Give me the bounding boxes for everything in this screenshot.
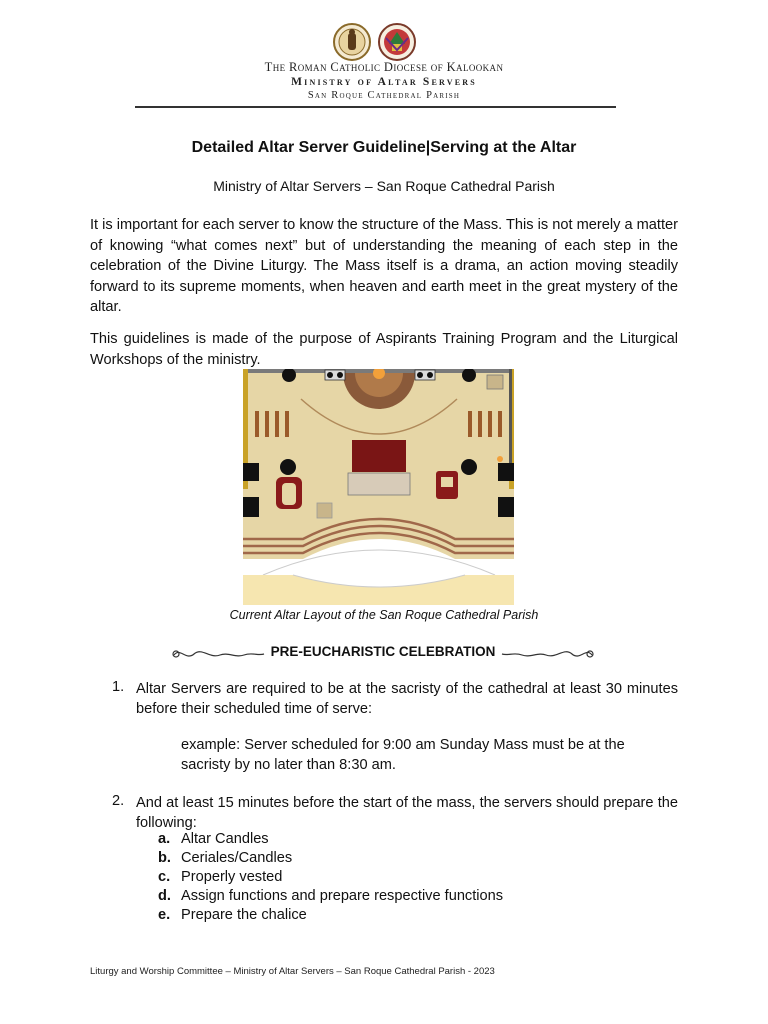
- page-subtitle: Ministry of Altar Servers – San Roque Cathedral Parish: [213, 178, 555, 194]
- diocese-name: The Roman Catholic Diocese of Kalookan: [264, 60, 504, 74]
- diocese-seal-icon: [334, 24, 370, 60]
- page-footer: Liturgy and Worship Committee – Ministry of Altar Servers – San Roque Cathedral Parish - 2023: [90, 966, 495, 977]
- list-item: Altar Servers are required to be at the sacristy of the cathedral at least 30 minutes before their scheduled time of serve:: [136, 681, 678, 717]
- sub-item: b. Ceriales/Candles: [158, 850, 293, 866]
- section-header: [170, 643, 596, 663]
- sub-item: c. Properly vested: [158, 869, 283, 885]
- list-number: 1.: [112, 679, 125, 695]
- list-item: And at least 15 minutes before the start of the mass, the servers should prepare the following:: [136, 795, 678, 831]
- intro-paragraph: It is important for each server to know the structure of the Mass. This is not merely a matter of knowing “what comes next” but of understanding the meaning of each step in the celebration of the Divine Liturgy. The Mass itself is a drama, an action moving steadily forward to its supreme moments, when heaven and earth meet in the great mystery of the altar.: [90, 217, 678, 315]
- ministry-name: Ministry of Altar Servers: [291, 76, 477, 88]
- list-number: 2.: [112, 793, 125, 809]
- sub-item: a. Altar Candles: [158, 831, 269, 847]
- sub-item: e. Prepare the chalice: [158, 907, 307, 923]
- list-example: example: Server scheduled for 9:00 am Sunday Mass must be at the sacristy by no later than 8:30 am.: [181, 737, 625, 773]
- altar-layout-image: [243, 369, 514, 605]
- sub-item: d. Assign functions and prepare respective functions: [158, 888, 504, 904]
- section-title: PRE-EUCHARISTIC CELEBRATION: [270, 644, 496, 659]
- right-flourish-icon: [500, 645, 596, 663]
- figure-caption: Current Altar Layout of the San Roque Cathedral Parish: [229, 608, 539, 622]
- parish-name: San Roque Cathedral Parish: [307, 90, 461, 101]
- diocese-seals: [0, 22, 768, 62]
- page-title: Detailed Altar Server Guideline|Serving at the Altar: [191, 139, 577, 156]
- purpose-paragraph: This guidelines is made of the purpose of Aspirants Training Program and the Liturgical Workshops of the ministry.: [90, 331, 678, 368]
- header-divider: [135, 106, 616, 108]
- parish-seal-icon: [379, 24, 415, 60]
